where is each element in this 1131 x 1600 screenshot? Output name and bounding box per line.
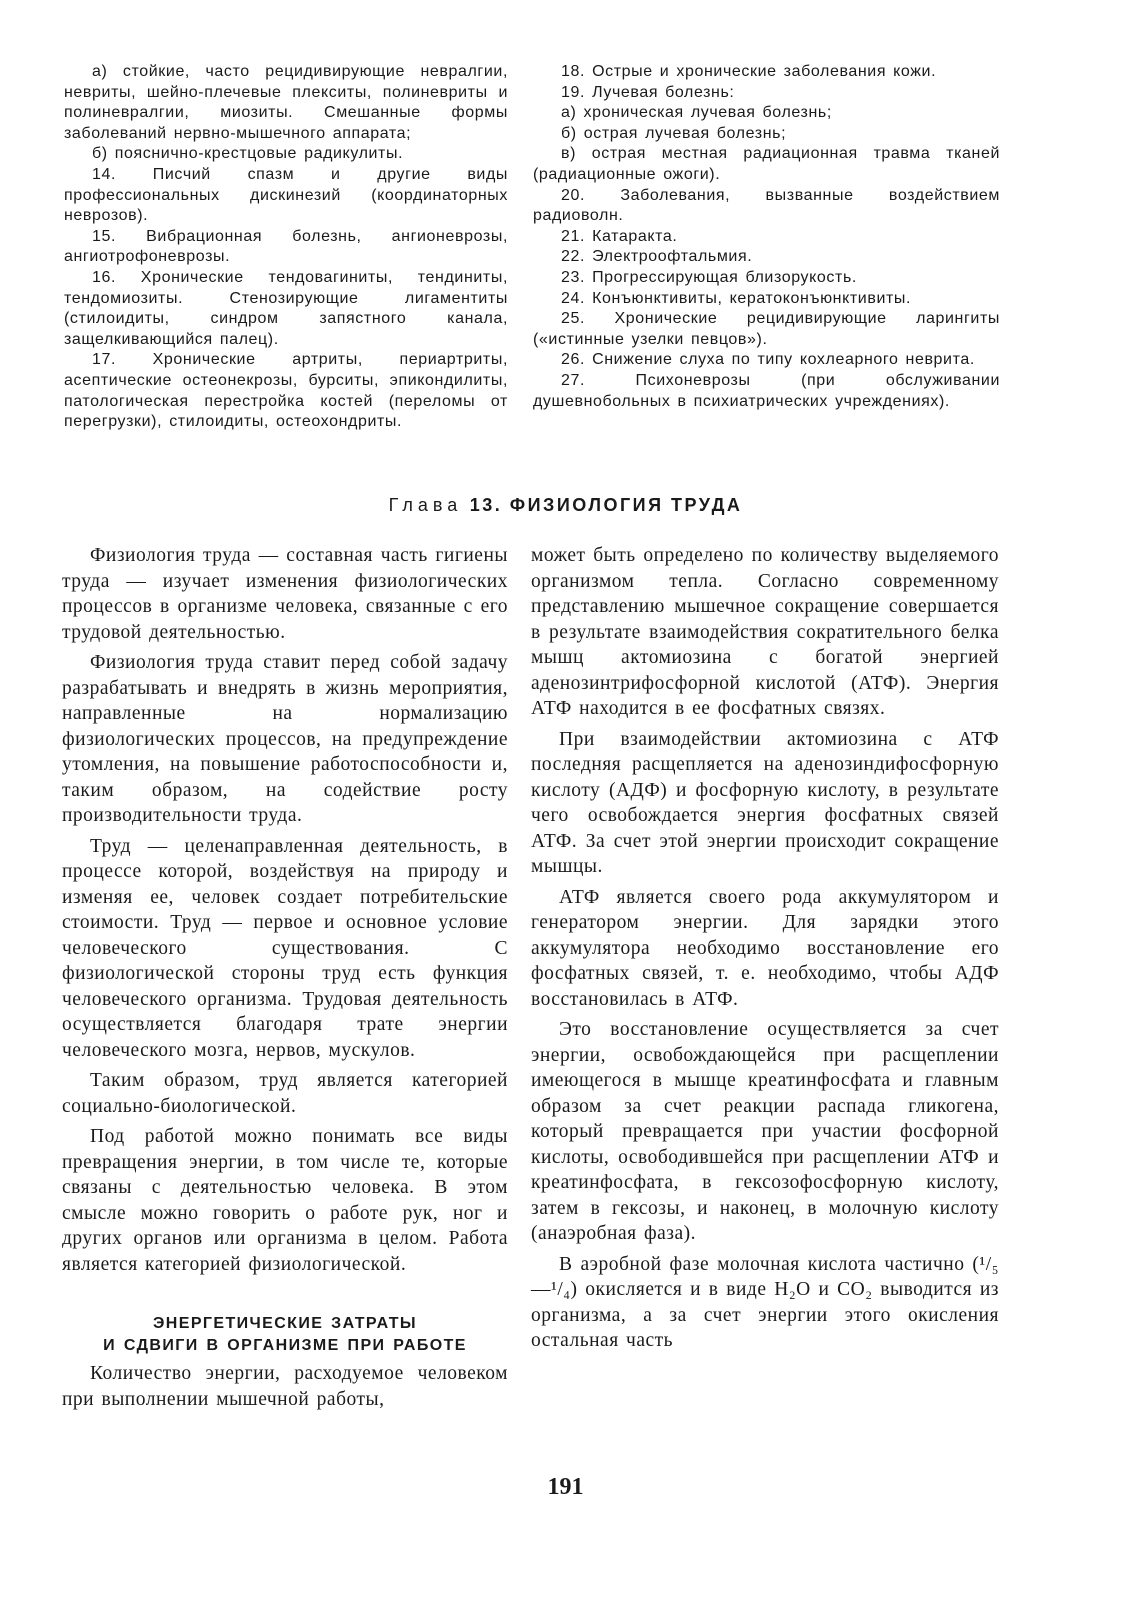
chapter-word: Глава — [388, 495, 463, 515]
list-item: 14. Писчий спазм и другие виды профессиональных дискинезий (координаторных неврозов). — [64, 165, 508, 225]
list-item: 18. Острые и хронические заболевания кожи. — [561, 63, 937, 80]
list-item: б) острая лучевая болезнь; — [561, 124, 787, 142]
list-item: 22. Электроофтальмия. — [561, 248, 753, 266]
paragraph: Это восстановление осуществляется за счет энергии, освобождающейся при расщеплении имеющегося в мышце креатинфосфата и главным образом за счет реакции распада гликогена, который превращается при участии фосфорной кислоты, освободившейся при расщеплении АТФ и креатинфосфата, в гексозофосфорную кислоту, затем в гексозы, и наконец, в молочную кислоту (анаэробная фаза). — [531, 1019, 999, 1244]
page-number: 191 — [547, 1474, 584, 1500]
list-item: 21. Катаракта. — [561, 227, 678, 245]
chapter-title: 13. ФИЗИОЛОГИЯ ТРУДА — [469, 495, 743, 515]
list-item: а) хроническая лучевая болезнь; — [561, 104, 832, 122]
list-item: 26. Снижение слуха по типу кохлеарного неврита. — [561, 351, 975, 369]
list-item: 16. Хронические тендовагиниты, тендиниты, тендомиозиты. Стенозирующие лигаментиты (стилоидиты, синдром запястного канала, защелкивающийся палец). — [64, 268, 508, 348]
list-item: а) стойкие, часто рецидивирующие невралгии, невриты, шейно-плечевые плекситы, полиневриты и полиневралгии, миозиты. Смешанные формы заболеваний нервно-мышечного аппарата; — [64, 63, 508, 142]
list-item: 24. Конъюнктивиты, кератоконъюнктивиты. — [561, 289, 912, 307]
paragraph: АТФ является своего рода аккумулятором и генератором энергии. Для зарядки этого аккумулятора необходимо восстановление его фосфатных связей, т. е. необходимо, чтобы АДФ восстановилась в АТФ. — [531, 886, 999, 1010]
list-item: 20. Заболевания, вызванные воздействием радиоволн. — [533, 186, 1000, 225]
paragraph: Количество энергии, расходуемое человеком при выполнении мышечной работы, — [62, 1363, 508, 1410]
paragraph: Труд — целенаправленная деятельность, в процессе которой, воздействуя на природу и изменяя ее, человек создает потребительские стоимости. Труд — первое и основное условие человеческого существования. С физиологической стороны труд есть функция человеческого организма. Трудовая деятельность осуществляется благодаря трате энергии человеческого мозга, нервов, мускулов. — [62, 835, 508, 1061]
list-item: 17. Хронические артриты, периартриты, асептические остеонекрозы, бурситы, эпикондилиты, патологическая перестройка костей (переломы от перегрузки), стилоидиты, остеохондриты. — [64, 351, 508, 431]
paragraph: может быть определено по количеству выделяемого организмом тепла. Согласно современному представлению мышечное сокращение совершается в результате взаимодействия сократительного белка мышц актомиозина с богатой энергией аденозинтрифосфорной кислотой (АТФ). Энергия АТФ находится в ее фосфатных связях. — [531, 545, 999, 719]
subheading-line: И СДВИГИ В ОРГАНИЗМЕ ПРИ РАБОТЕ — [103, 1337, 467, 1354]
paragraph: При взаимодействии актомиозина с АТФ последняя расщепляется на аденозиндифосфорную кислоту (АДФ) и фосфорную кислоту, в результате чего освобождается энергия фосфатных связей АТФ. За счет этой энергии происходит сокращение мышцы. — [531, 728, 999, 877]
paragraph: Физиология труда — составная часть гигиены труда — изучает изменения физиологических процессов в организме человека, связанные с его трудовой деятельностью. — [62, 545, 508, 643]
list-item: 15. Вибрационная болезнь, ангионеврозы, ангиотрофоневрозы. — [64, 227, 508, 266]
paragraph: Физиология труда ставит перед собой задачу разрабатывать и внедрять в жизнь мероприятия, направленные на нормализацию физиологических процессов, на предупреждение утомления, на повышение работоспособности и, таким образом, на содействие росту производительности труда. — [62, 652, 508, 826]
paragraph: Таким образом, труд является категорией социально-биологической. — [62, 1070, 508, 1117]
body-column-right — [531, 543, 999, 1359]
list-item: б) пояснично-крестцовые радикулиты. — [92, 145, 404, 163]
section-subheading — [62, 1313, 508, 1357]
list-column-left — [64, 62, 508, 433]
list-item: 25. Хронические рецидивирующие ларингиты («истинные узелки певцов»). — [533, 310, 1000, 348]
list-item: 27. Психоневрозы (при обслуживании душевнобольных в психиатрических учреждениях). — [533, 371, 1000, 410]
list-column-right — [533, 62, 1000, 412]
paragraph: Под работой можно понимать все виды превращения энергии, в том числе те, которые связаны с деятельностью человека. В этом смысле можно говорить о работе рук, ног и других органов или организма в целом. Работа является категорией физиологической. — [62, 1126, 508, 1275]
chapter-heading — [0, 495, 1131, 516]
list-item: 23. Прогрессирующая близорукость. — [561, 268, 857, 286]
list-item: в) острая местная радиационная травма тканей (радиационные ожоги). — [533, 145, 1000, 183]
subheading-line: ЭНЕРГЕТИЧЕСКИЕ ЗАТРАТЫ — [153, 1315, 417, 1332]
list-item: 19. Лучевая болезнь: — [561, 83, 735, 101]
paragraph: В аэробной фазе молочная кислота частично (¹/₅—¹/₄) окисляется и в виде H₂O и CO₂ выводится из организма, а за счет энергии этого окисления остальная часть — [531, 1253, 999, 1351]
body-column-left — [62, 543, 508, 1417]
